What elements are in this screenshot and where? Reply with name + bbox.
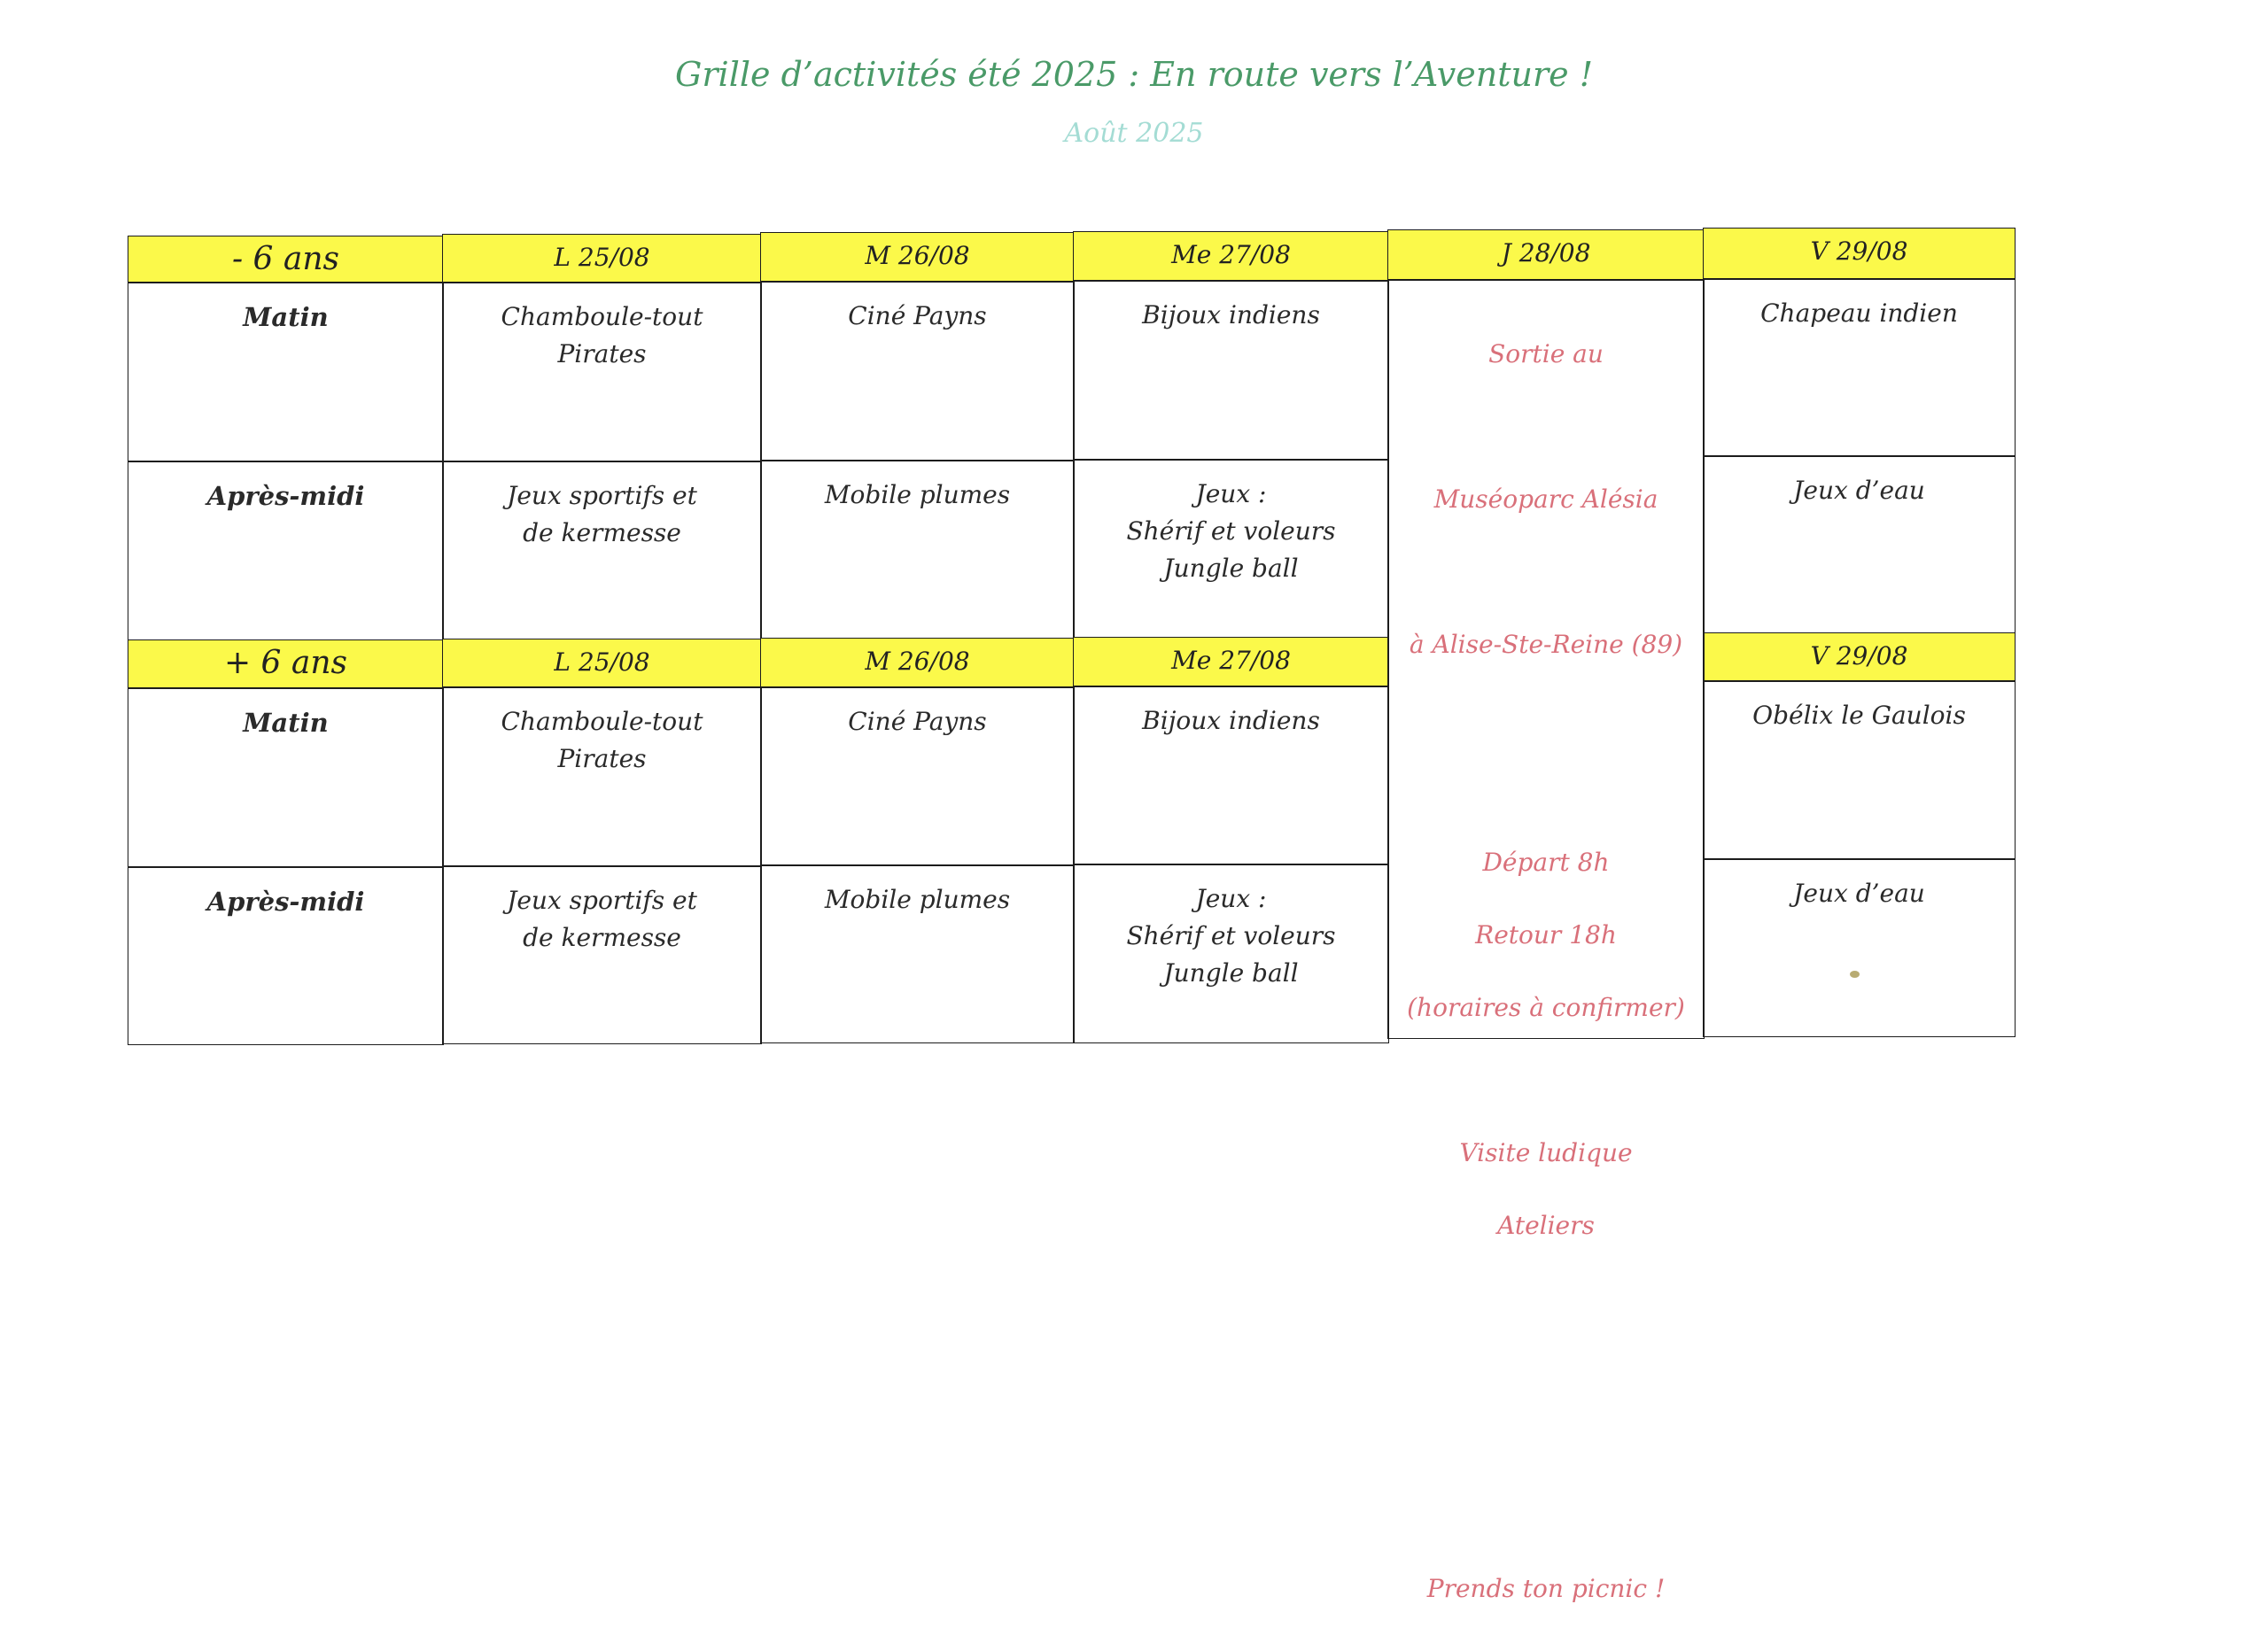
outing-line (1388, 699, 1704, 735)
outing-line (1388, 1062, 1704, 1098)
day-header-tue: M 26/08 (760, 638, 1075, 688)
activity-cell: Mobile plumes (760, 864, 1075, 1043)
outing-line: Sortie au (1488, 339, 1604, 368)
activity-cell: Chapeau indien (1703, 278, 2016, 457)
outing-line (1388, 1352, 1704, 1389)
outing-line: Muséoparc Alésia (1433, 484, 1658, 514)
activity-cell: Chamboule-tout Pirates (442, 686, 762, 867)
day-header-wed: Me 27/08 (1073, 637, 1389, 687)
outing-line: Ateliers (1497, 1211, 1595, 1240)
outing-line: Visite ludique (1459, 1138, 1633, 1167)
outing-line (1388, 1498, 1704, 1534)
period-label-afternoon: Après-midi (128, 866, 444, 1045)
outing-line: Départ 8h (1482, 848, 1610, 877)
day-header-fri: V 29/08 (1703, 228, 2016, 280)
activity-cell: Jeux sportifs et de kermesse (442, 461, 762, 640)
period-label-afternoon: Après-midi (128, 461, 444, 641)
day-header-fri: V 29/08 (1703, 632, 2016, 682)
activity-cell: Bijoux indiens (1073, 686, 1389, 865)
activity-cell: Jeux d’eau (1703, 455, 2016, 634)
activity-cell: Jeux d’eau (1703, 858, 2016, 1037)
outing-line: à Alise-Ste-Reine (89) (1409, 630, 1683, 659)
period-label-morning: Matin (128, 282, 444, 462)
activity-cell: Ciné Payns (760, 686, 1075, 866)
outing-line (1388, 554, 1704, 590)
outing-line (1388, 771, 1704, 808)
day-header-wed: Me 27/08 (1073, 231, 1389, 282)
outing-line (1388, 1280, 1704, 1316)
activity-cell: Jeux : Shérif et voleurs Jungle ball (1073, 459, 1389, 639)
activity-cell: Jeux : Shérif et voleurs Jungle ball (1073, 864, 1389, 1043)
day-header-mon: L 25/08 (442, 234, 762, 283)
activity-cell: Ciné Payns (760, 281, 1075, 461)
period-label-morning: Matin (128, 687, 444, 868)
outing-cell (1387, 279, 1705, 1603)
activity-cell: Jeux sportifs et de kermesse (442, 865, 762, 1044)
activity-cell: Mobile plumes (760, 460, 1075, 639)
outing-line (1388, 1425, 1704, 1461)
day-header-tue: M 26/08 (760, 232, 1075, 283)
outing-line (1388, 408, 1704, 445)
group-label-over-6: + 6 ans (128, 639, 444, 689)
day-header-thu: J 28/08 (1387, 229, 1705, 281)
day-header-mon: L 25/08 (442, 639, 762, 688)
activity-cell: Chamboule-tout Pirates (442, 282, 762, 462)
activity-cell: Bijoux indiens (1073, 280, 1389, 461)
activity-cell: Obélix le Gaulois (1703, 680, 2016, 860)
page-title: Grille d’activités été 2025 : En route vers l’Aventure ! (675, 55, 1593, 94)
outing-line: (horaires à confirmer) (1407, 993, 1685, 1022)
ink-speck (1850, 971, 1860, 978)
page-subtitle: Août 2025 (1064, 118, 1204, 149)
group-label-under-6: - 6 ans (128, 236, 444, 283)
outing-line: Prends ton picnic ! (1426, 1574, 1666, 1603)
outing-line: Retour 18h (1475, 920, 1617, 949)
